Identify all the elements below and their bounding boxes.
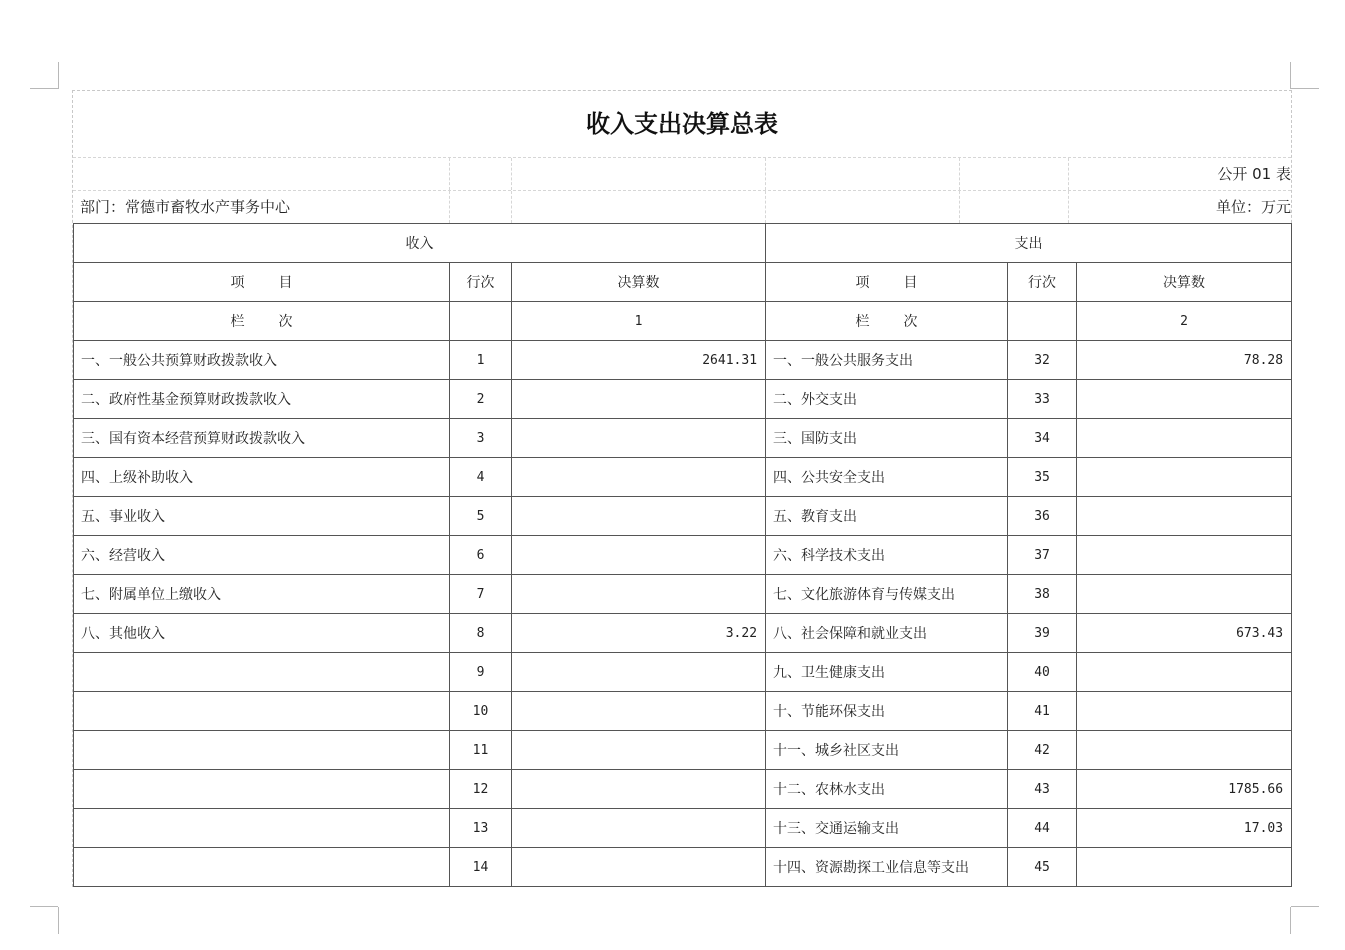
income-item-cell [74, 731, 450, 770]
expense-item-cell: 十二、农林水支出 [766, 770, 1008, 809]
spreadsheet-page [72, 90, 1292, 887]
table-row [74, 419, 1292, 458]
income-item-cell: 一、一般公共预算财政拨款收入 [74, 341, 450, 380]
income-line-cell: 11 [450, 731, 512, 770]
table-row [74, 341, 1292, 380]
crop-mark [1291, 88, 1319, 89]
income-line-cell: 5 [450, 497, 512, 536]
expense-amount-cell: 17.03 [1077, 809, 1292, 848]
expense-amount-cell [1077, 653, 1292, 692]
crop-mark [1290, 907, 1291, 934]
income-amount-cell [512, 770, 766, 809]
income-line-cell: 12 [450, 770, 512, 809]
income-item-cell: 七、附属单位上缴收入 [74, 575, 450, 614]
table-row [74, 614, 1292, 653]
column-number-row [74, 302, 1292, 341]
income-line-cell: 8 [450, 614, 512, 653]
income-section-header: 收入 [74, 224, 766, 263]
expense-item-cell: 一、一般公共服务支出 [766, 341, 1008, 380]
table-row [74, 497, 1292, 536]
income-item-cell [74, 770, 450, 809]
expense-amount-cell: 78.28 [1077, 341, 1292, 380]
crop-mark [58, 62, 59, 89]
expense-item-cell: 六、科学技术支出 [766, 536, 1008, 575]
table-row [74, 770, 1292, 809]
expense-line-header: 行次 [1008, 263, 1077, 302]
expense-item-cell: 十一、城乡社区支出 [766, 731, 1008, 770]
table-row [74, 380, 1292, 419]
expense-line-cell: 41 [1008, 692, 1077, 731]
table-row [74, 653, 1292, 692]
department-row [73, 190, 1291, 223]
expense-line-cell: 44 [1008, 809, 1077, 848]
income-line-cell: 6 [450, 536, 512, 575]
expense-line-cell: 38 [1008, 575, 1077, 614]
table-row [74, 536, 1292, 575]
income-amount-cell [512, 458, 766, 497]
income-amount-cell [512, 497, 766, 536]
expense-line-cell: 39 [1008, 614, 1077, 653]
expense-item-cell: 十、节能环保支出 [766, 692, 1008, 731]
income-amount-cell [512, 536, 766, 575]
income-line-cell: 3 [450, 419, 512, 458]
income-item-cell: 五、事业收入 [74, 497, 450, 536]
crop-mark [30, 906, 58, 907]
expense-item-cell: 三、国防支出 [766, 419, 1008, 458]
crop-mark [58, 907, 59, 934]
income-line-cell: 13 [450, 809, 512, 848]
expense-line-cell: 33 [1008, 380, 1077, 419]
income-line-cell: 4 [450, 458, 512, 497]
expense-line-cell: 42 [1008, 731, 1077, 770]
table-row [74, 809, 1292, 848]
income-line-cell: 9 [450, 653, 512, 692]
expense-section-header: 支出 [766, 224, 1292, 263]
income-item-header: 项 目 [74, 263, 450, 302]
income-item-cell: 三、国有资本经营预算财政拨款收入 [74, 419, 450, 458]
income-amount-cell [512, 848, 766, 887]
table-row [74, 692, 1292, 731]
expense-line-cell: 43 [1008, 770, 1077, 809]
expense-item-cell: 七、文化旅游体育与传媒支出 [766, 575, 1008, 614]
income-col-line [450, 302, 512, 341]
income-amount-header: 决算数 [512, 263, 766, 302]
income-item-cell: 二、政府性基金预算财政拨款收入 [74, 380, 450, 419]
expense-line-cell: 32 [1008, 341, 1077, 380]
income-item-cell [74, 809, 450, 848]
income-line-header: 行次 [450, 263, 512, 302]
department-label: 部门：常德市畜牧水产事务中心 [80, 198, 291, 216]
expense-item-cell: 十四、资源勘探工业信息等支出 [766, 848, 1008, 887]
income-item-cell [74, 692, 450, 731]
income-line-cell: 2 [450, 380, 512, 419]
income-line-cell: 1 [450, 341, 512, 380]
column-header-row [74, 263, 1292, 302]
form-code: 公开 01 表 [1217, 165, 1291, 183]
income-amount-cell [512, 419, 766, 458]
expense-amount-cell: 1785.66 [1077, 770, 1292, 809]
income-col-number: 1 [512, 302, 766, 341]
expense-amount-cell: 673.43 [1077, 614, 1292, 653]
income-line-cell: 14 [450, 848, 512, 887]
expense-item-cell: 五、教育支出 [766, 497, 1008, 536]
expense-line-cell: 35 [1008, 458, 1077, 497]
expense-line-cell: 34 [1008, 419, 1077, 458]
expense-amount-header: 决算数 [1077, 263, 1292, 302]
income-item-cell: 六、经营收入 [74, 536, 450, 575]
expense-amount-cell [1077, 497, 1292, 536]
expense-amount-cell [1077, 692, 1292, 731]
income-item-cell [74, 848, 450, 887]
expense-col-label: 栏 次 [766, 302, 1008, 341]
income-item-cell: 四、上级补助收入 [74, 458, 450, 497]
income-amount-cell [512, 809, 766, 848]
expense-col-line [1008, 302, 1077, 341]
expense-col-number: 2 [1077, 302, 1292, 341]
income-expense-table [73, 223, 1292, 887]
table-body [74, 341, 1292, 887]
section-header-row [74, 224, 1292, 263]
crop-mark [1291, 906, 1319, 907]
table-row [74, 848, 1292, 887]
table-row [74, 458, 1292, 497]
expense-amount-cell [1077, 380, 1292, 419]
table-row [74, 575, 1292, 614]
income-item-cell [74, 653, 450, 692]
expense-item-cell: 四、公共安全支出 [766, 458, 1008, 497]
crop-mark [30, 88, 58, 89]
income-amount-cell: 2641.31 [512, 341, 766, 380]
expense-item-cell: 九、卫生健康支出 [766, 653, 1008, 692]
expense-amount-cell [1077, 419, 1292, 458]
unit-label: 单位：万元 [1215, 198, 1291, 216]
income-col-label: 栏 次 [74, 302, 450, 341]
income-amount-cell [512, 653, 766, 692]
expense-line-cell: 36 [1008, 497, 1077, 536]
expense-amount-cell [1077, 848, 1292, 887]
income-line-cell: 7 [450, 575, 512, 614]
income-amount-cell [512, 575, 766, 614]
expense-line-cell: 37 [1008, 536, 1077, 575]
income-amount-cell [512, 731, 766, 770]
expense-item-header: 项 目 [766, 263, 1008, 302]
table-row [74, 731, 1292, 770]
expense-item-cell: 十三、交通运输支出 [766, 809, 1008, 848]
expense-amount-cell [1077, 458, 1292, 497]
expense-amount-cell [1077, 536, 1292, 575]
income-amount-cell [512, 380, 766, 419]
income-amount-cell: 3.22 [512, 614, 766, 653]
expense-item-cell: 八、社会保障和就业支出 [766, 614, 1008, 653]
form-code-row [73, 157, 1291, 190]
expense-line-cell: 45 [1008, 848, 1077, 887]
page-title: 收入支出决算总表 [586, 109, 778, 138]
income-line-cell: 10 [450, 692, 512, 731]
expense-line-cell: 40 [1008, 653, 1077, 692]
expense-amount-cell [1077, 731, 1292, 770]
income-item-cell: 八、其他收入 [74, 614, 450, 653]
expense-amount-cell [1077, 575, 1292, 614]
income-amount-cell [512, 692, 766, 731]
crop-mark [1290, 62, 1291, 89]
expense-item-cell: 二、外交支出 [766, 380, 1008, 419]
